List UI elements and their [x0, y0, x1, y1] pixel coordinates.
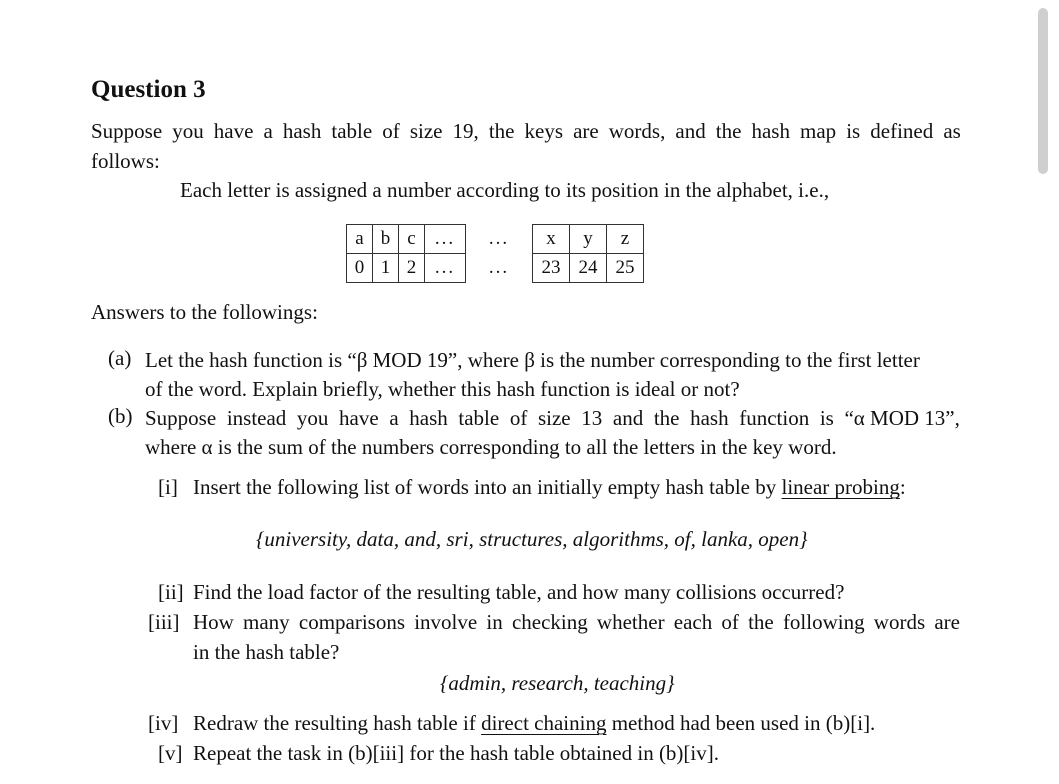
linear-probing-term: linear probing: [781, 475, 900, 499]
table-cell: ...: [466, 254, 533, 283]
intro-word: keys: [524, 119, 564, 143]
question-title: Question 3: [91, 76, 206, 103]
table-cell: a: [347, 225, 373, 254]
subpart-iii-word: of: [721, 610, 739, 634]
table-cell: z: [607, 225, 644, 254]
intro-word: table: [331, 119, 373, 143]
intro-word: have: [213, 119, 254, 143]
subpart-iii-word: whether: [596, 610, 665, 634]
intro-line-2: follows:: [91, 149, 160, 173]
intro-word: map: [800, 119, 837, 143]
part-b-label: (b): [108, 404, 133, 428]
part-b-word: “α MOD 13”,: [844, 406, 960, 430]
part-b-word: table: [458, 406, 500, 430]
word-set-insert: {university, data, and, sri, structures, algorithms, of, lanka, open}: [256, 527, 808, 551]
subpart-iii-line-2: in the hash table?: [193, 640, 340, 664]
subpart-ii-text: Find the load factor of the resulting table, and how many collisions occurred?: [193, 580, 845, 604]
intro-word: words,: [608, 119, 666, 143]
part-b-word: function: [739, 406, 810, 430]
subpart-v-text: Repeat the task in (b)[iii] for the hash table obtained in (b)[iv].: [193, 741, 719, 765]
subpart-iv-text-after: method had been used in (b)[i].: [606, 711, 876, 735]
letters-row: [347, 225, 644, 254]
vertical-scrollbar[interactable]: [1038, 8, 1048, 174]
intro-line-3: Each letter is assigned a number according to its position in the alphabet, i.e.,: [180, 178, 830, 202]
table-cell: 0: [347, 254, 373, 283]
intro-word: defined: [870, 119, 934, 143]
subpart-iii-word: are: [934, 610, 960, 634]
intro-word: size: [409, 119, 443, 143]
intro-word: Suppose: [91, 119, 163, 143]
direct-chaining-term: direct chaining: [481, 711, 607, 735]
word-set-search: {admin, research, teaching}: [440, 671, 675, 695]
numbers-row: [347, 254, 644, 283]
part-b-word: instead: [226, 406, 287, 430]
subpart-i-text-after: :: [899, 475, 906, 499]
subpart-iii-word: many: [243, 610, 290, 634]
table-cell: y: [570, 225, 607, 254]
table-cell: c: [399, 225, 425, 254]
table-cell: ...: [425, 254, 466, 283]
subpart-iv-label: [iv]: [148, 711, 179, 735]
intro-word: the: [715, 119, 742, 143]
table-cell: ...: [466, 225, 533, 254]
subpart-iii-word: How: [193, 610, 234, 634]
part-b-word: have: [339, 406, 379, 430]
part-b-line-2: where α is the sum of the numbers corresponding to all the letters in the key word.: [145, 435, 837, 459]
part-b-word: is: [819, 406, 834, 430]
subpart-v-label: [v]: [158, 741, 183, 765]
part-b-word: you: [296, 406, 329, 430]
subpart-i-label: [i]: [158, 475, 178, 499]
intro-word: of: [382, 119, 400, 143]
subpart-iii-word: following: [782, 610, 865, 634]
subpart-iii-word: comparisons: [298, 610, 406, 634]
subpart-iii-label: [iii]: [148, 610, 180, 634]
part-b-word: of: [509, 406, 528, 430]
subpart-iv-text-before: Redraw the resulting hash table if: [193, 711, 482, 735]
part-b-line-1: [145, 404, 960, 432]
part-a-line-1: Let the hash function is “β MOD 19”, where β is the number corresponding to the first letter: [145, 348, 920, 372]
table-cell: 25: [607, 254, 644, 283]
intro-word: as: [943, 119, 961, 143]
table-cell: b: [373, 225, 399, 254]
part-b-word: 13: [581, 406, 603, 430]
table-cell: 2: [399, 254, 425, 283]
intro-word: hash: [282, 119, 322, 143]
part-a-label: (a): [108, 346, 132, 370]
alphabet-table: [346, 224, 644, 283]
subpart-iv-text: [193, 711, 875, 736]
intro-word: is: [846, 119, 861, 143]
answers-heading: Answers to the followings:: [91, 300, 318, 324]
subpart-iii-word: in: [486, 610, 503, 634]
subpart-iii-word: the: [748, 610, 774, 634]
part-b-word: the: [653, 406, 680, 430]
part-b-word: size: [537, 406, 571, 430]
intro-word: 19,: [452, 119, 479, 143]
table-cell: ...: [425, 225, 466, 254]
subpart-i-text-before: Insert the following list of words into an initially empty hash table by: [193, 475, 782, 499]
subpart-ii-label: [ii]: [158, 580, 184, 604]
subpart-iii-word: each: [673, 610, 713, 634]
intro-word: the: [488, 119, 515, 143]
subpart-iii-word: involve: [414, 610, 478, 634]
intro-word: and: [675, 119, 706, 143]
part-a-line-2: of the word. Explain briefly, whether this hash function is ideal or not?: [145, 377, 740, 401]
subpart-iii-word: checking: [511, 610, 588, 634]
subpart-i-text: [193, 475, 906, 500]
part-b-word: and: [612, 406, 644, 430]
table-cell: x: [533, 225, 570, 254]
part-b-word: a: [389, 406, 399, 430]
table-cell: 24: [570, 254, 607, 283]
intro-word: you: [172, 119, 204, 143]
part-b-word: hash: [690, 406, 729, 430]
intro-word: hash: [751, 119, 790, 143]
intro-word: are: [573, 119, 599, 143]
table-cell: 1: [373, 254, 399, 283]
part-b-word: hash: [409, 406, 448, 430]
table-cell: 23: [533, 254, 570, 283]
subpart-iii-word: words: [873, 610, 926, 634]
intro-word: a: [263, 119, 273, 143]
part-b-word: Suppose: [145, 406, 217, 430]
intro-line-1: [91, 117, 961, 145]
subpart-iii-line-1: [193, 610, 960, 635]
